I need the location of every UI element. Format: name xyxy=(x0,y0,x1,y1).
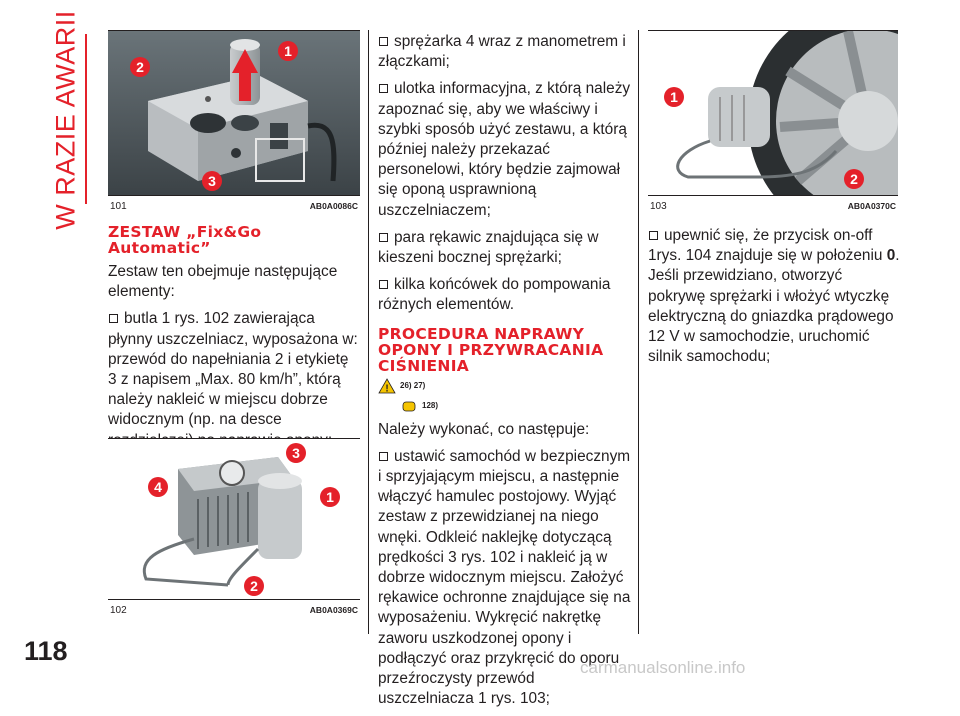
chapter-side-title xyxy=(46,10,86,230)
list-item: kilka końcówek do pompowania różnych elementów. xyxy=(378,276,611,314)
figure-101-image xyxy=(108,30,360,196)
column-2-text xyxy=(378,32,632,716)
column-rule-left xyxy=(368,30,369,634)
checkbox-square-icon xyxy=(379,452,388,461)
figure-103-caption xyxy=(648,195,898,216)
svg-text:3: 3 xyxy=(292,445,300,461)
fix-and-go-kit-illustration xyxy=(108,439,360,600)
svg-text:2: 2 xyxy=(850,171,858,187)
svg-text:2: 2 xyxy=(250,578,258,594)
figure-code: AB0A0086C xyxy=(309,201,358,211)
figure-102-caption xyxy=(108,599,360,620)
svg-text:4: 4 xyxy=(154,479,162,495)
list-item: upewnić się, że przycisk on-off 1rys. 104 znajduje się w położeniu 0. Jeśli przewidziano, otworzyć pokrywę sprężarki i włożyć wtyczkę elektryczną do gniazdka prądowego 12 V w samochodzie, uruchomić silnik samochodu; xyxy=(648,227,900,366)
kit-intro: Zestaw ten obejmuje następujące elementy: xyxy=(108,263,338,301)
figure-number: 103 xyxy=(650,201,667,212)
figure-101 xyxy=(108,30,360,216)
figure-101-caption xyxy=(108,195,360,216)
list-item: butla 1 rys. 102 zawierająca płynny uszczelniacz, wyposażona w: przewód do napełniania 2 i etykietę 3 z napisem „Max. 80 km/h”, którą należy nakleić w miejscu dobrze widocznym (np. na desce xyxy=(108,310,358,429)
svg-text:!: ! xyxy=(385,383,389,394)
section-heading-kit: ZESTAW „Fix&Go Automatic” xyxy=(108,223,262,257)
chapter-title-text: W RAZIE AWARII xyxy=(50,10,81,230)
tyre-connection-illustration xyxy=(648,31,898,196)
column-3-text xyxy=(648,226,900,374)
svg-text:3: 3 xyxy=(208,173,216,189)
column-rule-right xyxy=(638,30,639,634)
list-item: sprężarka 4 wraz z manometrem i złączkami; xyxy=(378,33,626,71)
watermark: carmanualsonline.info xyxy=(580,658,746,677)
note-reference: 128) xyxy=(378,396,632,416)
figure-code: AB0A0369C xyxy=(309,605,358,615)
checkbox-square-icon xyxy=(379,280,388,289)
section-heading-procedure: PROCEDURA NAPRAWY OPONY I PRZYWRACANIA CIŚNIENIA xyxy=(378,324,604,375)
warning-reference: ! 26) 27) xyxy=(378,376,632,396)
figure-number: 101 xyxy=(110,201,127,212)
svg-text:1: 1 xyxy=(284,43,292,59)
hand-note-icon xyxy=(400,398,418,414)
page-number: 118 xyxy=(24,636,68,666)
checkbox-square-icon xyxy=(649,231,658,240)
figure-code: AB0A0370C xyxy=(847,201,896,211)
list-item: para rękawic znajdująca się w kieszeni bocznej sprężarki; xyxy=(378,228,599,267)
procedure-intro: Należy wykonać, co następuje: xyxy=(378,420,590,438)
figure-103 xyxy=(648,30,898,216)
checkbox-square-icon xyxy=(379,233,388,242)
list-item: ulotka informacyjna, z którą należy zapoznać się, aby we właściwy i szybki sposób użyć zestawu, a którą później należy przekazać personelowi, który będzie zajmował się oponą usprawnioną uszczelniaczem; xyxy=(378,80,631,219)
figure-102-image xyxy=(108,438,360,600)
svg-text:1: 1 xyxy=(670,89,678,105)
svg-text:2: 2 xyxy=(136,59,144,75)
svg-text:1: 1 xyxy=(326,489,334,505)
compressor-kit-illustration xyxy=(108,31,360,196)
column-1-text xyxy=(108,224,360,458)
list-item: ustawić samochód w bezpiecznym i sprzyjającym miejscu, a następnie włączyć hamulec postojowy. Wyjąć zestaw z przewidzianej na niego wnęki. Odkleić naklejkę dotyczącą prędkości 3 rys. 102 i nakleić ją w dobrze widocznym miejscu. Założyć rękawice ochronne znajdujące się na wyposażeniu. Wykręcić nakrętkę zaworu uszkodzonej opony i podłączyć oraz przykręcić do oporu przeźroczysty przewód uszczelniacza 1 rys. 103; xyxy=(378,447,631,708)
checkbox-square-icon xyxy=(379,37,388,46)
figure-number: 102 xyxy=(110,605,127,616)
checkbox-square-icon xyxy=(109,314,118,323)
warning-triangle-icon xyxy=(378,378,396,394)
figure-102 xyxy=(108,438,360,620)
chapter-accent-line xyxy=(85,34,87,204)
figure-103-image xyxy=(648,30,898,196)
checkbox-square-icon xyxy=(379,84,388,93)
